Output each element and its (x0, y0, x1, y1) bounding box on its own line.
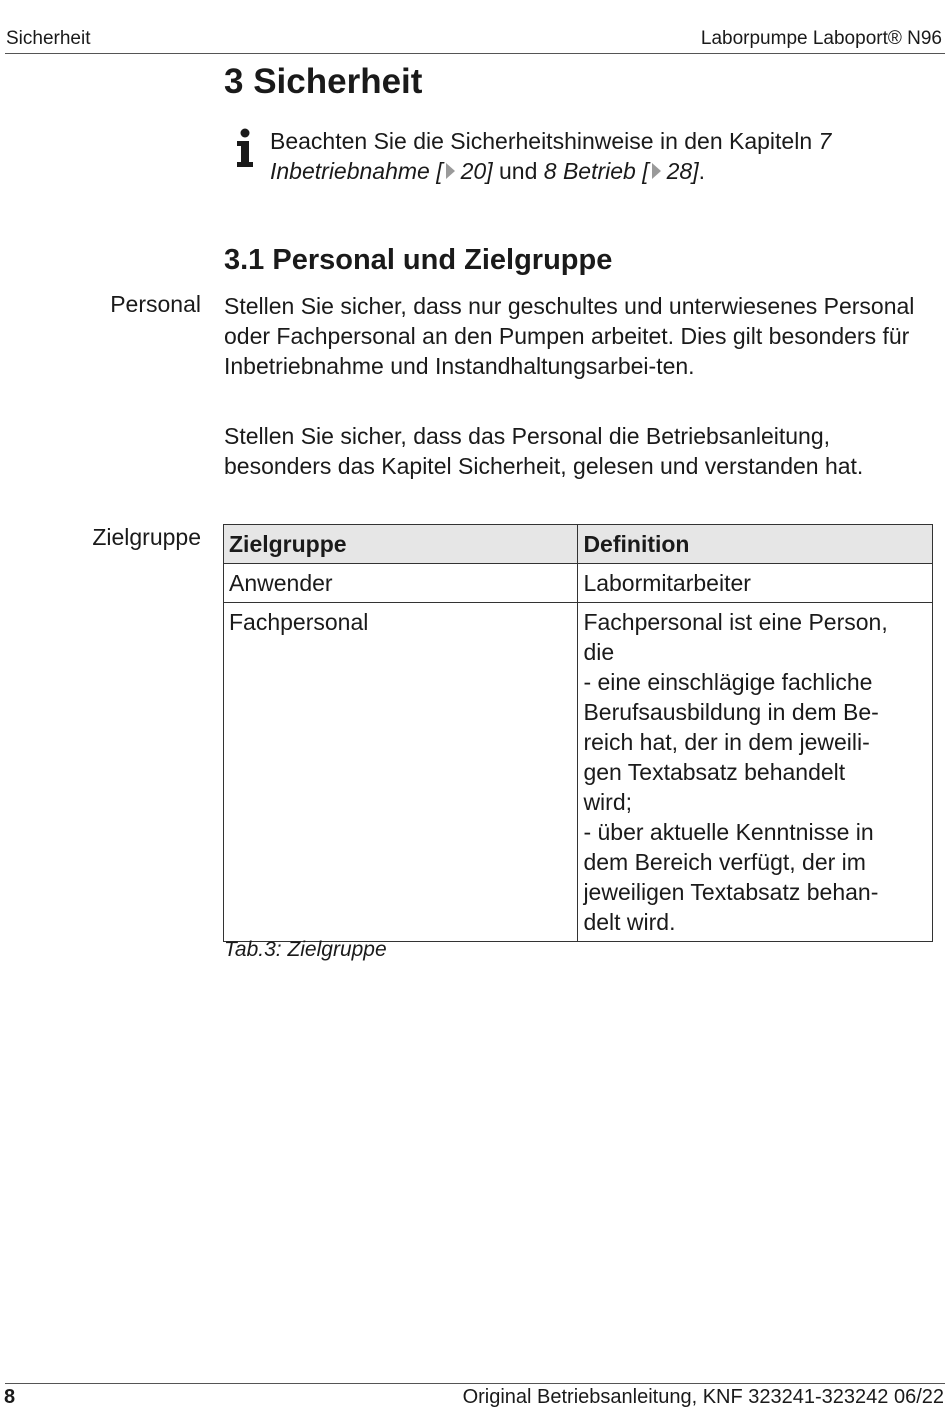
definition-line: Berufsausbildung in dem Be- (583, 699, 879, 725)
definition-line: jeweiligen Textabsatz behan- (583, 879, 879, 905)
target-group-table (223, 524, 933, 942)
definition-line: reich hat, der in dem jeweili- (583, 729, 870, 755)
page-ref-arrow-icon (446, 163, 455, 179)
personal-paragraph-1: Stellen Sie sicher, dass nur geschultes und unterwiesenes Personal oder Fachpersonal an den Pumpen arbeitet. Dies gilt besonders für Inbetriebnahme und Instandhaltungsarbei-ten. (224, 293, 915, 379)
info-text-end: . (698, 158, 705, 184)
definition-line: - über aktuelle Kenntnisse in (583, 819, 874, 845)
info-text-connector: und (492, 158, 544, 184)
footer-document-info: Original Betriebsanleitung, KNF 323241-323242 06/22 (462, 1386, 944, 1408)
header-divider (5, 53, 945, 54)
info-note (270, 126, 930, 186)
info-text-intro: Beachten Sie die Sicherheitshinweise in den Kapiteln (270, 128, 819, 154)
definition-line: - eine einschlägige fachliche (583, 669, 873, 695)
margin-label-zielgruppe: Zielgruppe (92, 524, 201, 550)
personal-paragraph-2: Stellen Sie sicher, dass das Personal die Betriebsanleitung, besonders das Kapitel Sicherheit, gelesen und verstanden hat. (224, 423, 864, 479)
info-icon (232, 128, 258, 168)
column-header-zielgruppe: Zielgruppe (224, 525, 578, 564)
table-row (224, 603, 933, 942)
section-title: 3.1 Personal und Zielgruppe (224, 244, 613, 276)
page-number: 8 (4, 1386, 16, 1408)
page-ref-arrow-icon (652, 163, 661, 179)
chapter-8-reference[interactable]: 8 Betrieb [ 28] (543, 158, 699, 184)
cell-group: Anwender (224, 564, 578, 603)
table-caption: Tab.3: Zielgruppe (224, 938, 387, 961)
running-header-section: Sicherheit (6, 28, 91, 49)
cell-definition (578, 603, 933, 942)
definition-line: gen Textabsatz behandelt (583, 759, 846, 785)
running-header-product: Laborpumpe Laboport® N96 (700, 28, 942, 49)
chapter-7-reference[interactable]: 7 Inbetriebnahme [ 20] (270, 128, 832, 184)
definition-line: dem Bereich verfügt, der im (583, 849, 866, 875)
margin-label-personal: Personal (110, 291, 201, 317)
table-header-row (224, 525, 933, 564)
cell-group: Fachpersonal (224, 603, 578, 942)
definition-line: wird; (583, 789, 632, 815)
footer-divider (5, 1383, 945, 1384)
chapter-title: 3 Sicherheit (224, 62, 423, 101)
definition-line: Fachpersonal ist eine Person, (583, 609, 888, 635)
definition-line: delt wird. (583, 909, 676, 935)
table-row (224, 564, 933, 603)
definition-line: Labormitarbeiter (583, 570, 751, 596)
column-header-definition: Definition (578, 525, 933, 564)
definition-line: die (583, 639, 615, 665)
cell-definition (578, 564, 933, 603)
